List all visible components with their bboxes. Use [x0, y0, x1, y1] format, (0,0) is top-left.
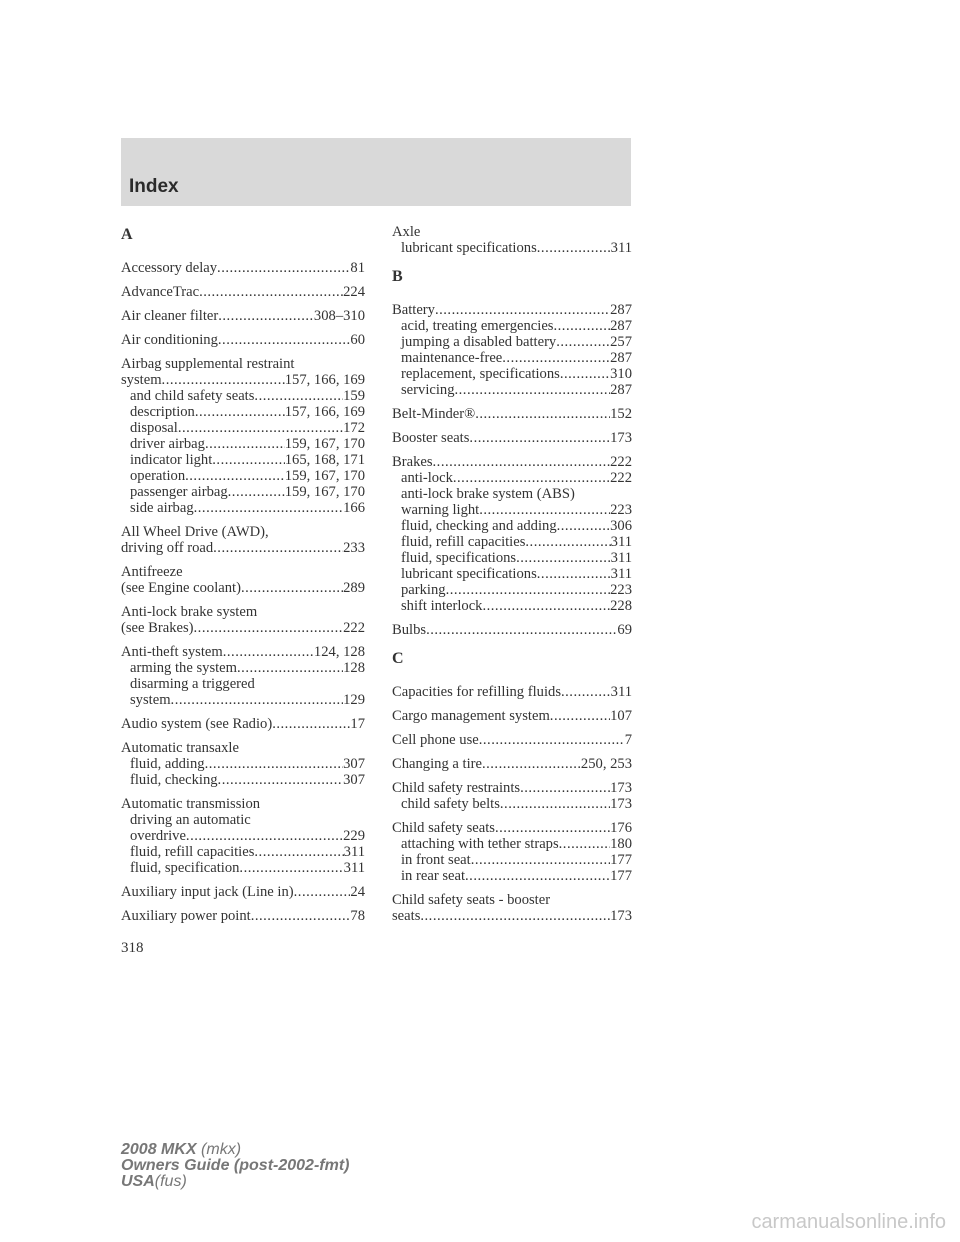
entry-text: driver airbag — [130, 436, 205, 452]
dot-leader — [254, 388, 343, 404]
dot-leader — [500, 796, 610, 812]
index-entry — [392, 820, 632, 884]
dot-leader — [482, 598, 610, 614]
page-reference: 107 — [610, 708, 632, 724]
dot-leader — [469, 430, 610, 446]
index-entry-line — [121, 908, 365, 924]
page-reference: 180 — [610, 836, 632, 852]
page-reference: 311 — [610, 534, 632, 550]
entry-text: overdrive — [130, 828, 186, 844]
page-reference: 129 — [343, 692, 365, 708]
index-subentry-line — [392, 518, 632, 534]
entry-text: Child safety seats - booster — [392, 892, 551, 908]
entry-text: fluid, specifications — [401, 550, 517, 566]
entry-text: Auxiliary power point — [121, 908, 251, 924]
dot-leader — [217, 260, 350, 276]
index-entry-line — [121, 524, 365, 540]
entry-text: warning light — [401, 502, 480, 518]
dot-leader — [241, 580, 343, 596]
entry-text: lubricant specifications — [401, 240, 537, 256]
page-reference: 311 — [610, 240, 632, 256]
dot-leader — [516, 550, 611, 566]
index-subentry-line — [392, 350, 632, 366]
page-reference: 159 — [343, 388, 365, 404]
dot-leader — [228, 484, 285, 500]
dot-leader — [213, 540, 343, 556]
dot-leader — [557, 518, 610, 534]
dot-leader — [550, 708, 610, 724]
entry-text: Changing a tire — [392, 756, 482, 772]
entry-text: side airbag — [130, 500, 194, 516]
dot-leader — [195, 404, 285, 420]
entry-text: fluid, specification — [130, 860, 240, 876]
dot-leader — [272, 716, 350, 732]
dot-leader — [482, 756, 581, 772]
dot-leader — [435, 302, 610, 318]
watermark-text: carmanualsonline.info — [751, 1211, 946, 1233]
index-entry-line — [392, 224, 632, 240]
page-reference: 157, 166, 169 — [284, 372, 365, 388]
page-reference: 165, 168, 171 — [284, 452, 365, 468]
dot-leader — [239, 860, 343, 876]
dot-leader — [426, 622, 617, 638]
dot-leader — [185, 468, 285, 484]
page-reference: 159, 167, 170 — [284, 468, 365, 484]
entry-text: (see Brakes) — [121, 620, 194, 636]
page-reference: 60 — [350, 332, 365, 348]
dot-leader — [455, 382, 611, 398]
page-reference: 78 — [350, 908, 365, 924]
entry-text: Brakes — [392, 454, 433, 470]
entry-text: parking — [401, 582, 446, 598]
entry-text: Bulbs — [392, 622, 427, 638]
index-subentry-line — [121, 828, 365, 844]
index-entry — [121, 796, 365, 876]
page-reference: 287 — [610, 350, 632, 366]
index-entry-line — [121, 604, 365, 620]
dot-leader — [205, 436, 285, 452]
index-subentry-line — [392, 486, 632, 502]
index-entry-line — [392, 780, 632, 796]
index-entry — [392, 780, 632, 812]
dot-leader — [446, 582, 611, 598]
index-subentry-line — [392, 502, 632, 518]
index-column-left — [121, 224, 365, 932]
footer-market-code: (fus) — [154, 1173, 187, 1190]
index-subentry-line — [121, 692, 365, 708]
dot-leader — [162, 372, 285, 388]
dot-leader — [560, 366, 610, 382]
index-entry — [121, 884, 365, 900]
dot-leader — [178, 420, 343, 436]
page-title: Index — [129, 176, 179, 197]
entry-text: system — [121, 372, 162, 388]
page-reference: 311 — [610, 550, 632, 566]
page-reference: 287 — [610, 302, 632, 318]
entry-text: replacement, specifications — [401, 366, 560, 382]
index-subentry-line — [121, 772, 365, 788]
index-entry — [121, 740, 365, 788]
dot-leader — [205, 756, 344, 772]
entry-text: anti-lock brake system (ABS) — [401, 486, 575, 502]
page-reference: 7 — [624, 732, 632, 748]
page-reference: 222 — [343, 620, 365, 636]
page-reference: 124, 128 — [313, 644, 365, 660]
page-reference: 24 — [350, 884, 365, 900]
index-subentry-line — [121, 660, 365, 676]
index-subentry-line — [392, 382, 632, 398]
index-subentry-line — [121, 420, 365, 436]
entry-text: Battery — [392, 302, 435, 318]
dot-leader — [479, 732, 625, 748]
dot-leader — [537, 566, 611, 582]
dot-leader — [218, 772, 344, 788]
dot-leader — [171, 692, 344, 708]
index-column-right — [392, 224, 632, 932]
footer-market: USA — [121, 1173, 155, 1190]
page-reference: 311 — [343, 844, 365, 860]
entry-text: (see Engine coolant) — [121, 580, 241, 596]
index-entry — [121, 604, 365, 636]
page-reference: 311 — [343, 860, 365, 876]
entry-text: driving off road — [121, 540, 214, 556]
index-entry-line — [121, 620, 365, 636]
index-subentry-line — [392, 852, 632, 868]
entry-text: fluid, refill capacities — [130, 844, 255, 860]
index-letter-heading: B — [392, 268, 403, 285]
index-subentry-line — [392, 566, 632, 582]
entry-text: Air cleaner filter — [121, 308, 219, 324]
index-entry-line — [121, 644, 365, 660]
page-reference: 307 — [343, 772, 365, 788]
index-entry — [392, 454, 632, 614]
index-entry-line — [121, 884, 365, 900]
index-entry-line — [392, 454, 632, 470]
index-entry — [121, 284, 365, 300]
page-reference: 159, 167, 170 — [284, 436, 365, 452]
page-reference: 69 — [617, 622, 632, 638]
dot-leader — [186, 828, 343, 844]
page-reference: 228 — [610, 598, 632, 614]
index-entry-line — [121, 564, 365, 580]
entry-text: arming the system — [130, 660, 238, 676]
entry-text: in rear seat — [401, 868, 466, 884]
entry-text: Cell phone use — [392, 732, 479, 748]
index-entry — [121, 564, 365, 596]
page-reference: 223 — [610, 582, 632, 598]
dot-leader — [218, 308, 314, 324]
entry-text: lubricant specifications — [401, 566, 537, 582]
page-reference: 159, 167, 170 — [284, 484, 365, 500]
entry-text: Audio system (see Radio) — [121, 716, 273, 732]
dot-leader — [433, 454, 611, 470]
page-reference: 224 — [343, 284, 365, 300]
entry-text: shift interlock — [401, 598, 483, 614]
index-entry-line — [392, 732, 632, 748]
dot-leader — [237, 660, 343, 676]
dot-leader — [465, 868, 610, 884]
entry-text: system — [130, 692, 171, 708]
page-reference: 308–310 — [313, 308, 365, 324]
entry-text: disarming a triggered — [130, 676, 255, 692]
page-reference: 177 — [610, 852, 632, 868]
page-number: 318 — [121, 940, 144, 956]
entry-text: Child safety seats — [392, 820, 495, 836]
index-subentry-line — [392, 598, 632, 614]
page-reference: 307 — [343, 756, 365, 772]
entry-text: Air conditioning — [121, 332, 218, 348]
index-entry-line — [392, 622, 632, 638]
dot-leader — [420, 908, 610, 924]
dot-leader — [559, 836, 610, 852]
index-entry — [392, 756, 632, 772]
entry-text: Anti-lock brake system — [121, 604, 258, 620]
entry-text: child safety belts — [401, 796, 500, 812]
index-entry — [121, 716, 365, 732]
page-reference: 173 — [610, 796, 632, 812]
index-entry-line — [121, 716, 365, 732]
index-subentry-line — [121, 500, 365, 516]
page-reference: 289 — [343, 580, 365, 596]
dot-leader — [495, 820, 610, 836]
index-entry-line — [392, 406, 632, 422]
footer-model-code: (mkx) — [201, 1141, 242, 1158]
index-letter-heading: C — [392, 650, 404, 667]
index-entry-line — [392, 908, 632, 924]
index-entry-line — [121, 356, 365, 372]
dot-leader — [212, 452, 284, 468]
dot-leader — [199, 284, 343, 300]
page-reference: 172 — [343, 420, 365, 436]
index-entry-line — [121, 284, 365, 300]
index-entry-line — [392, 892, 632, 908]
entry-text: Axle — [392, 224, 421, 240]
index-subentry-line — [392, 318, 632, 334]
dot-leader — [556, 334, 610, 350]
page-reference: 173 — [610, 908, 632, 924]
page-reference: 177 — [610, 868, 632, 884]
dot-leader — [502, 350, 610, 366]
index-subentry-line — [121, 388, 365, 404]
entry-text: passenger airbag — [130, 484, 228, 500]
dot-leader — [251, 908, 351, 924]
index-subentry-line — [392, 796, 632, 812]
entry-text: Accessory delay — [121, 260, 218, 276]
index-subentry-line — [121, 484, 365, 500]
index-subentry-line — [121, 452, 365, 468]
entry-text: seats — [392, 908, 421, 924]
dot-leader — [453, 470, 610, 486]
footer-model: 2008 MKX — [121, 1141, 197, 1158]
entry-text: and child safety seats — [130, 388, 255, 404]
index-subentry-line — [121, 844, 365, 860]
entry-text: Automatic transaxle — [121, 740, 239, 756]
entry-text: Antifreeze — [121, 564, 183, 580]
index-subentry-line — [121, 756, 365, 772]
index-entry — [392, 684, 632, 700]
page-reference: 287 — [610, 318, 632, 334]
page-reference: 176 — [610, 820, 632, 836]
index-entry-line — [121, 580, 365, 596]
page-reference: 223 — [610, 502, 632, 518]
dot-leader — [194, 620, 344, 636]
page-reference: 81 — [350, 260, 365, 276]
entry-text: Child safety restraints — [392, 780, 521, 796]
entry-text: Auxiliary input jack (Line in) — [121, 884, 294, 900]
entry-text: jumping a disabled battery — [401, 334, 557, 350]
index-subentry-line — [392, 366, 632, 382]
dot-leader — [194, 500, 343, 516]
entry-text: indicator light — [130, 452, 213, 468]
page-reference: 222 — [610, 454, 632, 470]
dot-leader — [525, 534, 610, 550]
index-entry-line — [392, 756, 632, 772]
entry-text: Cargo management system — [392, 708, 550, 724]
index-subentry-line — [392, 582, 632, 598]
page-reference: 17 — [350, 716, 365, 732]
entry-text: driving an automatic — [130, 812, 251, 828]
page-reference: 310 — [610, 366, 632, 382]
index-entry-line — [392, 708, 632, 724]
index-subentry-line — [392, 470, 632, 486]
index-subentry-line — [392, 334, 632, 350]
index-entry-line — [392, 684, 632, 700]
page-reference: 233 — [343, 540, 365, 556]
dot-leader — [561, 684, 611, 700]
dot-leader — [554, 318, 611, 334]
page-reference: 173 — [610, 430, 632, 446]
entry-text: servicing — [401, 382, 455, 398]
index-entry — [392, 622, 632, 638]
entry-text: fluid, adding — [130, 756, 205, 772]
page-reference: 157, 166, 169 — [284, 404, 365, 420]
index-entry-line — [121, 796, 365, 812]
index-entry-line — [121, 332, 365, 348]
index-entry — [392, 732, 632, 748]
index-subentry-line — [392, 836, 632, 852]
index-subentry-line — [392, 868, 632, 884]
entry-text: fluid, checking — [130, 772, 218, 788]
dot-leader — [218, 332, 351, 348]
index-entry — [392, 406, 632, 422]
entry-text: fluid, checking and adding — [401, 518, 557, 534]
index-entry-line — [392, 430, 632, 446]
index-entry — [121, 260, 365, 276]
dot-leader — [471, 852, 610, 868]
index-letter-heading: A — [121, 226, 133, 243]
index-subentry-line — [121, 860, 365, 876]
index-entry — [121, 908, 365, 924]
page-reference: 311 — [610, 684, 632, 700]
page-reference: 306 — [610, 518, 632, 534]
index-entry-line — [121, 260, 365, 276]
entry-text: disposal — [130, 420, 178, 436]
page-reference: 257 — [610, 334, 632, 350]
index-entry — [121, 308, 365, 324]
index-subentry-line — [121, 812, 365, 828]
entry-text: operation — [130, 468, 186, 484]
entry-text: attaching with tether straps — [401, 836, 559, 852]
document-footer — [121, 1142, 349, 1190]
page-reference: 152 — [610, 406, 632, 422]
page-reference: 128 — [343, 660, 365, 676]
entry-text: Belt-Minder® — [392, 406, 476, 422]
dot-leader — [254, 844, 343, 860]
page-reference: 222 — [610, 470, 632, 486]
dot-leader — [294, 884, 351, 900]
page-reference: 287 — [610, 382, 632, 398]
index-entry — [392, 302, 632, 398]
index-entry-line — [392, 820, 632, 836]
index-entry-line — [121, 308, 365, 324]
entry-text: acid, treating emergencies — [401, 318, 554, 334]
page-reference: 229 — [343, 828, 365, 844]
index-entry-line — [121, 740, 365, 756]
entry-text: maintenance-free — [401, 350, 503, 366]
entry-text: Capacities for refilling fluids — [392, 684, 561, 700]
footer-guide: Owners Guide (post-2002-fmt) — [121, 1157, 350, 1174]
index-subentry-line — [121, 404, 365, 420]
page-reference: 250, 253 — [580, 756, 632, 772]
dot-leader — [520, 780, 610, 796]
entry-text: Automatic transmission — [121, 796, 261, 812]
index-entry — [121, 332, 365, 348]
index-entry-line — [121, 372, 365, 388]
entry-text: All Wheel Drive (AWD), — [121, 524, 269, 540]
index-subentry-line — [392, 534, 632, 550]
entry-text: AdvanceTrac — [121, 284, 200, 300]
index-subentry-line — [121, 436, 365, 452]
index-entry — [121, 356, 365, 516]
index-entry — [121, 644, 365, 708]
index-entry — [392, 892, 632, 924]
index-entry-line — [392, 302, 632, 318]
entry-text: description — [130, 404, 195, 420]
index-entry — [392, 224, 632, 256]
index-entry — [392, 708, 632, 724]
index-entry-line — [121, 540, 365, 556]
dot-leader — [537, 240, 611, 256]
index-entry — [392, 430, 632, 446]
dot-leader — [479, 502, 610, 518]
index-subentry-line — [392, 550, 632, 566]
entry-text: Anti-theft system — [121, 644, 223, 660]
dot-leader — [223, 644, 314, 660]
dot-leader — [475, 406, 610, 422]
index-entry — [121, 524, 365, 556]
entry-text: in front seat — [401, 852, 471, 868]
index-header-bar — [121, 138, 631, 206]
index-subentry-line — [392, 240, 632, 256]
page-reference: 173 — [610, 780, 632, 796]
index-subentry-line — [121, 468, 365, 484]
entry-text: fluid, refill capacities — [401, 534, 526, 550]
index-subentry-line — [121, 676, 365, 692]
entry-text: Booster seats — [392, 430, 470, 446]
page-reference: 166 — [343, 500, 365, 516]
entry-text: anti-lock — [401, 470, 453, 486]
page-reference: 311 — [610, 566, 632, 582]
entry-text: Airbag supplemental restraint — [121, 356, 295, 372]
